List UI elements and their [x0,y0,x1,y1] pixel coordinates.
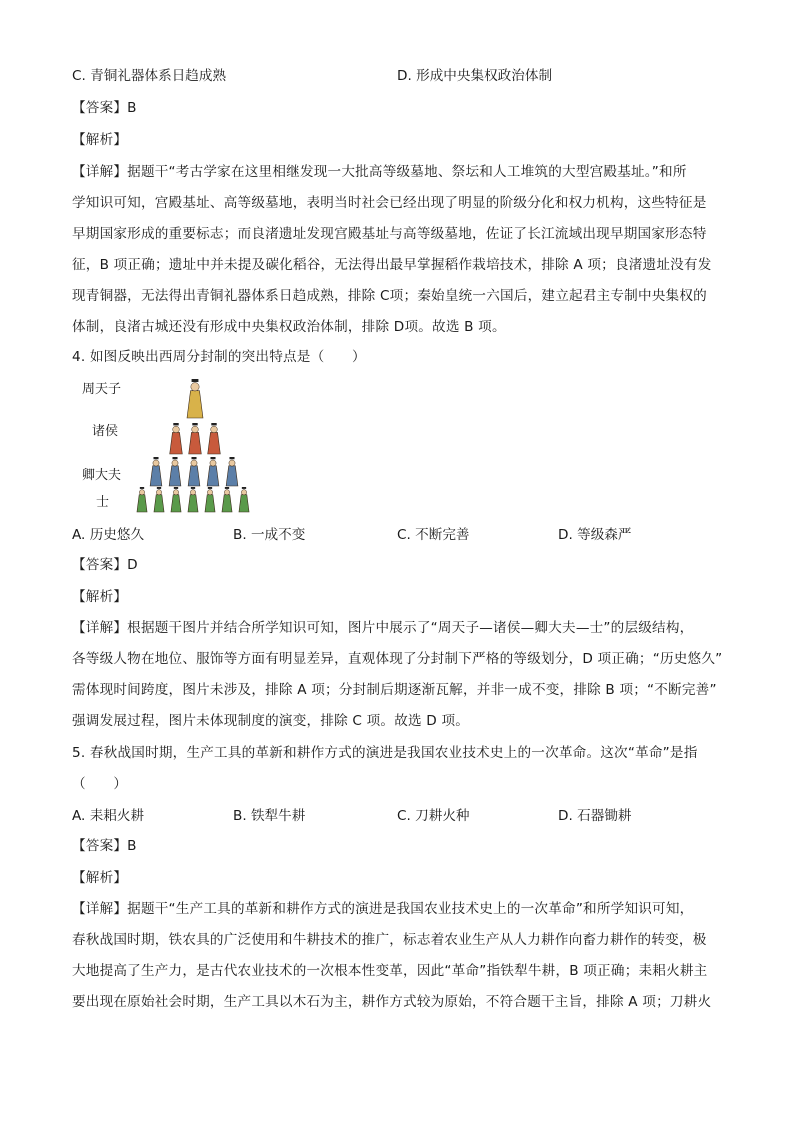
q5-option-b[interactable]: B. 铁犁牛耕 [233,808,306,824]
q5-stem-line: 5. 春秋战国时期，生产工具的革新和耕作方式的演进是我国农业技术史上的一次革命。这次“革命”是指 [72,745,698,761]
minister-figure [226,457,238,486]
king-figure [187,379,203,418]
q3-option-d[interactable]: D. 形成中央集权政治体制 [397,68,553,84]
q3-detail-line: 早期国家形成的重要标志；而良渚遗址发现宫殿基址与高等级墓地，佐证了长江流域出现早期国家形态特 [72,226,707,242]
q4-analysis-label: 【解析】 [72,589,128,605]
hierarchy-pyramid-illustration [82,378,262,516]
shi-figure [154,487,164,512]
shi-figure [205,487,215,512]
shi-figure [239,487,249,512]
q3-detail-line: 征，B 项正确；遗址中并未提及碳化稻谷，无法得出最早掌握稻作栽培技术，排除 A 项；良渚遗址没有发 [72,257,712,273]
lord-figure [189,423,202,454]
q3-detail-line: 【详解】据题干“考古学家在这里相继发现一大批高等级墓地、祭坛和人工堆筑的大型宫殿基址。”和所 [72,164,687,180]
q3-detail-line: 体制，良渚古城还没有形成中央集权政治体制，排除 D项。故选 B 项。 [72,319,506,335]
q5-answer: 【答案】B [72,838,137,854]
minister-figure [207,457,219,486]
lord-figure [170,423,183,454]
q3-detail-line: 学知识可知，宫殿基址、高等级墓地，表明当时社会已经出现了明显的阶级分化和权力机构，这些特征是 [72,195,707,211]
q4-detail-line: 各等级人物在地位、服饰等方面有明显差异，直观体现了分封制下严格的等级划分，D 项正确；“历史悠久” [72,651,723,667]
figure-label-lords: 诸侯 [92,424,119,439]
figure-label-king: 周天子 [82,382,122,397]
q4-answer: 【答案】D [72,557,138,573]
lord-figure [208,423,221,454]
figure-label-shi: 士 [96,495,110,510]
q3-option-c[interactable]: C. 青铜礼器体系日趋成熟 [72,68,227,84]
shi-figure [222,487,232,512]
shi-figure [188,487,198,512]
q5-detail-line: 大地提高了生产力，是古代农业技术的一次根本性变革，因此“革命”指铁犁牛耕，B 项正确；耒耜火耕主 [72,963,708,979]
q4-option-d[interactable]: D. 等级森严 [558,527,632,543]
q4-detail-line: 需体现时间跨度，图片未涉及，排除 A 项；分封制后期逐渐瓦解，并非一成不变，排除 B 项；“不断完善” [72,682,717,698]
q5-option-a[interactable]: A. 耒耜火耕 [72,808,145,824]
minister-figure [188,457,200,486]
q4-option-b[interactable]: B. 一成不变 [233,527,306,543]
shi-figure [171,487,181,512]
q5-detail-line: 要出现在原始社会时期，生产工具以木石为主，耕作方式较为原始，不符合题干主旨，排除 A 项；刀耕火 [72,994,712,1010]
q3-detail-line: 现青铜器，无法得出青铜礼器体系日趋成熟，排除 C项；秦始皇统一六国后，建立起君主专制中央集权的 [72,288,707,304]
minister-figure [169,457,181,486]
q4-stem: 4. 如图反映出西周分封制的突出特点是（ ） [72,349,366,365]
q5-stem-line: （ ） [72,776,128,792]
q5-option-d[interactable]: D. 石器锄耕 [558,808,632,824]
q4-detail-line: 【详解】根据题干图片并结合所学知识可知，图片中展示了“周天子—诸侯—卿大夫—士”的层级结构， [72,620,694,636]
q4-option-a[interactable]: A. 历史悠久 [72,527,145,543]
q5-option-c[interactable]: C. 刀耕火种 [397,808,470,824]
shi-figure [137,487,147,512]
feudal-hierarchy-figure [82,378,262,516]
q5-detail-line: 【详解】据题干“生产工具的革新和耕作方式的演进是我国农业技术史上的一次革命”和所学知识可知， [72,901,694,917]
q4-option-c[interactable]: C. 不断完善 [397,527,470,543]
q5-analysis-label: 【解析】 [72,870,128,886]
q5-detail-line: 春秋战国时期，铁农具的广泛使用和牛耕技术的推广，标志着农业生产从人力耕作向畜力耕作的转变，极 [72,932,707,948]
q3-analysis-label: 【解析】 [72,132,128,148]
minister-figure [150,457,162,486]
figure-label-ministers: 卿大夫 [82,468,122,483]
q3-answer: 【答案】B [72,100,137,116]
q4-detail-line: 强调发展过程，图片未体现制度的演变，排除 C 项。故选 D 项。 [72,713,470,729]
